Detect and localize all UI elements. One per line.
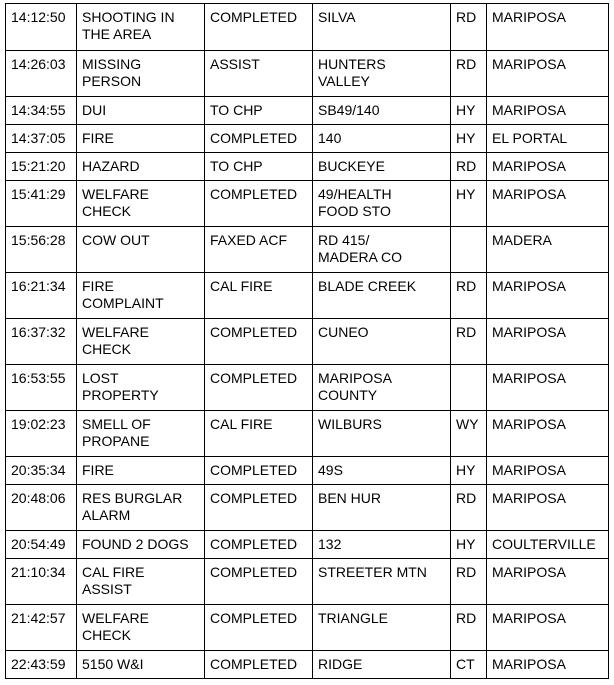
disposition-cell: TO CHP — [205, 97, 313, 125]
nature-cell: SHOOTING IN THE AREA — [77, 4, 205, 51]
disposition-cell: TO CHP — [205, 153, 313, 181]
nature-cell: MISSING PERSON — [77, 51, 205, 97]
disposition-cell: COMPLETED — [205, 531, 313, 559]
city-cell: MARIPOSA — [487, 365, 609, 411]
street-type-cell — [451, 227, 487, 273]
time-cell: 16:53:55 — [6, 365, 77, 411]
time-cell: 20:54:49 — [6, 531, 77, 559]
street-type-cell: RD — [451, 153, 487, 181]
location-cell: BUCKEYE — [313, 153, 451, 181]
location-cell: 140 — [313, 125, 451, 153]
street-type-cell: RD — [451, 273, 487, 319]
table-row — [6, 125, 609, 153]
city-cell: COULTERVILLE — [487, 531, 609, 559]
time-cell: 15:56:28 — [6, 227, 77, 273]
time-cell: 14:26:03 — [6, 51, 77, 97]
disposition-cell: COMPLETED — [205, 605, 313, 651]
nature-cell: WELFARE CHECK — [77, 181, 205, 227]
time-cell: 22:43:59 — [6, 651, 77, 679]
street-type-cell: RD — [451, 485, 487, 531]
street-type-cell: RD — [451, 51, 487, 97]
nature-cell: HAZARD — [77, 153, 205, 181]
street-type-cell: RD — [451, 319, 487, 365]
city-cell: MARIPOSA — [487, 411, 609, 457]
disposition-cell: COMPLETED — [205, 365, 313, 411]
time-cell: 15:21:20 — [6, 153, 77, 181]
location-cell: SILVA — [313, 4, 451, 51]
nature-cell: LOST PROPERTY — [77, 365, 205, 411]
table-row — [6, 411, 609, 457]
disposition-cell: COMPLETED — [205, 485, 313, 531]
city-cell: MARIPOSA — [487, 485, 609, 531]
time-cell: 21:10:34 — [6, 559, 77, 605]
time-cell: 19:02:23 — [6, 411, 77, 457]
table-row — [6, 457, 609, 485]
time-cell: 21:42:57 — [6, 605, 77, 651]
disposition-cell: COMPLETED — [205, 181, 313, 227]
street-type-cell: WY — [451, 411, 487, 457]
table-row — [6, 319, 609, 365]
table-row — [6, 651, 609, 679]
location-cell: RD 415/ MADERA CO — [313, 227, 451, 273]
location-cell: CUNEO — [313, 319, 451, 365]
call-log-body — [6, 4, 609, 679]
time-cell: 20:35:34 — [6, 457, 77, 485]
location-cell: MARIPOSA COUNTY — [313, 365, 451, 411]
time-cell: 15:41:29 — [6, 181, 77, 227]
disposition-cell: COMPLETED — [205, 125, 313, 153]
table-row — [6, 485, 609, 531]
table-row — [6, 153, 609, 181]
disposition-cell: FAXED ACF — [205, 227, 313, 273]
disposition-cell: CAL FIRE — [205, 411, 313, 457]
nature-cell: DUI — [77, 97, 205, 125]
location-cell: RIDGE — [313, 651, 451, 679]
street-type-cell: HY — [451, 531, 487, 559]
table-row — [6, 559, 609, 605]
nature-cell: RES BURGLAR ALARM — [77, 485, 205, 531]
location-cell: SB49/140 — [313, 97, 451, 125]
street-type-cell: CT — [451, 651, 487, 679]
location-cell: TRIANGLE — [313, 605, 451, 651]
city-cell: MARIPOSA — [487, 51, 609, 97]
disposition-cell: ASSIST — [205, 51, 313, 97]
street-type-cell — [451, 365, 487, 411]
table-row — [6, 365, 609, 411]
nature-cell: WELFARE CHECK — [77, 605, 205, 651]
nature-cell: 5150 W&I — [77, 651, 205, 679]
time-cell: 16:21:34 — [6, 273, 77, 319]
nature-cell: WELFARE CHECK — [77, 319, 205, 365]
street-type-cell: HY — [451, 97, 487, 125]
disposition-cell: COMPLETED — [205, 651, 313, 679]
table-row — [6, 181, 609, 227]
city-cell: MARIPOSA — [487, 559, 609, 605]
location-cell: HUNTERS VALLEY — [313, 51, 451, 97]
time-cell: 14:34:55 — [6, 97, 77, 125]
table-row — [6, 227, 609, 273]
disposition-cell: COMPLETED — [205, 319, 313, 365]
city-cell: EL PORTAL — [487, 125, 609, 153]
location-cell: 132 — [313, 531, 451, 559]
nature-cell: FIRE COMPLAINT — [77, 273, 205, 319]
time-cell: 14:12:50 — [6, 4, 77, 51]
city-cell: MARIPOSA — [487, 97, 609, 125]
city-cell: MARIPOSA — [487, 457, 609, 485]
city-cell: MARIPOSA — [487, 651, 609, 679]
disposition-cell: COMPLETED — [205, 4, 313, 51]
nature-cell: COW OUT — [77, 227, 205, 273]
table-row — [6, 4, 609, 51]
street-type-cell: HY — [451, 457, 487, 485]
nature-cell: FIRE — [77, 457, 205, 485]
street-type-cell: RD — [451, 605, 487, 651]
city-cell: MARIPOSA — [487, 319, 609, 365]
table-row — [6, 51, 609, 97]
table-row — [6, 605, 609, 651]
nature-cell: FOUND 2 DOGS — [77, 531, 205, 559]
nature-cell: FIRE — [77, 125, 205, 153]
city-cell: MARIPOSA — [487, 153, 609, 181]
call-log-table — [5, 3, 609, 679]
disposition-cell: COMPLETED — [205, 457, 313, 485]
nature-cell: CAL FIRE ASSIST — [77, 559, 205, 605]
time-cell: 14:37:05 — [6, 125, 77, 153]
city-cell: MARIPOSA — [487, 605, 609, 651]
table-row — [6, 97, 609, 125]
street-type-cell: RD — [451, 559, 487, 605]
location-cell: BLADE CREEK — [313, 273, 451, 319]
location-cell: STREETER MTN — [313, 559, 451, 605]
location-cell: 49S — [313, 457, 451, 485]
city-cell: MARIPOSA — [487, 181, 609, 227]
street-type-cell: RD — [451, 4, 487, 51]
city-cell: MARIPOSA — [487, 4, 609, 51]
street-type-cell: HY — [451, 181, 487, 227]
city-cell: MARIPOSA — [487, 273, 609, 319]
location-cell: 49/HEALTH FOOD STO — [313, 181, 451, 227]
city-cell: MADERA — [487, 227, 609, 273]
location-cell: WILBURS — [313, 411, 451, 457]
disposition-cell: CAL FIRE — [205, 273, 313, 319]
nature-cell: SMELL OF PROPANE — [77, 411, 205, 457]
table-row — [6, 273, 609, 319]
location-cell: BEN HUR — [313, 485, 451, 531]
street-type-cell: HY — [451, 125, 487, 153]
table-row — [6, 531, 609, 559]
time-cell: 20:48:06 — [6, 485, 77, 531]
disposition-cell: COMPLETED — [205, 559, 313, 605]
time-cell: 16:37:32 — [6, 319, 77, 365]
